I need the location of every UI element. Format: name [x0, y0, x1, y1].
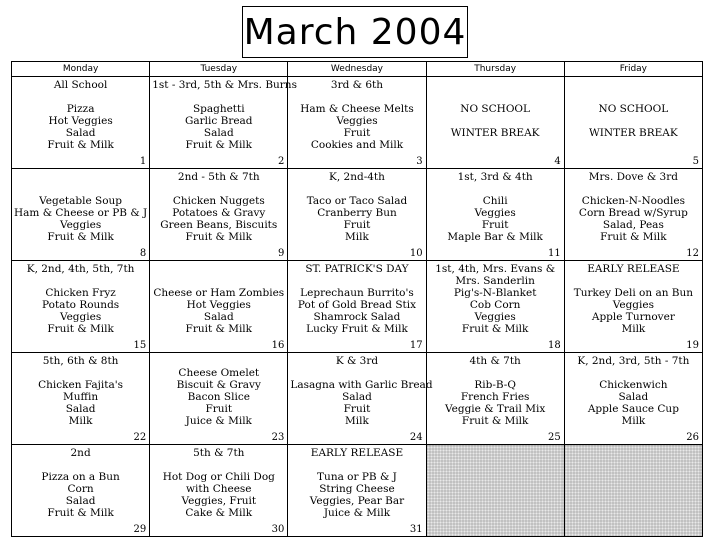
menu-line: Taco or Taco Salad	[306, 195, 408, 207]
menu-line	[14, 459, 147, 471]
menu-line: Chickenwich	[599, 379, 668, 391]
day-cell	[564, 169, 702, 261]
menu-line: K, 2nd, 3rd, 5th - 7th	[577, 355, 690, 367]
menu-line: All School	[53, 79, 108, 91]
day-cell	[150, 77, 297, 169]
menu-line: 5th & 7th	[193, 447, 245, 459]
menu-line: Lucky Fruit & Milk	[306, 323, 408, 335]
day-menu	[12, 353, 149, 427]
menu-line: Rib-B-Q	[474, 379, 516, 391]
menu-line: Salad	[618, 391, 649, 403]
menu-line	[152, 459, 285, 471]
menu-line: Veggies	[474, 207, 516, 219]
menu-line	[152, 91, 285, 103]
menu-line: Milk	[621, 415, 646, 427]
day-number: 15	[133, 340, 147, 351]
day-cell	[426, 169, 564, 261]
menu-line: Pizza	[66, 103, 95, 115]
menu-line: String Cheese	[319, 483, 395, 495]
menu-line: Veggies	[612, 299, 654, 311]
day-menu	[12, 445, 149, 519]
menu-line: K, 2nd, 4th, 5th, 7th	[26, 263, 135, 275]
menu-line: Hot Veggies	[186, 299, 251, 311]
calendar-week-row	[12, 169, 703, 261]
day-menu	[150, 445, 287, 519]
day-number: 26	[686, 432, 699, 443]
day-menu	[288, 77, 425, 151]
menu-line: Veggies, Pear Bar	[309, 495, 405, 507]
weekday-header: Wednesday	[288, 62, 426, 77]
menu-line	[14, 171, 147, 183]
day-cell	[288, 353, 433, 445]
menu-line: Green Beans, Biscuits	[160, 219, 278, 231]
menu-line: Fruit	[343, 219, 371, 231]
menu-line: Fruit	[343, 403, 371, 415]
menu-line: Vegetable Soup	[39, 195, 123, 207]
menu-line	[290, 367, 423, 379]
day-menu	[288, 445, 425, 519]
menu-line: 1st, 4th, Mrs. Evans &	[435, 263, 556, 275]
menu-line: Corn Bread w/Syrup	[578, 207, 688, 219]
menu-line: 2nd	[70, 447, 91, 459]
menu-line	[429, 367, 562, 379]
day-menu	[150, 77, 297, 151]
menu-line: Chicken Fajita's	[38, 379, 124, 391]
day-menu	[427, 77, 564, 139]
menu-line: Salad	[342, 391, 372, 403]
menu-line: Garlic Bread	[185, 115, 253, 127]
menu-line	[429, 79, 562, 91]
menu-line: 3rd & 6th	[330, 79, 384, 91]
menu-line: Pot of Gold Bread Stix	[297, 299, 417, 311]
day-number: 4	[554, 156, 561, 167]
menu-line: 4th & 7th	[469, 355, 521, 367]
menu-line: Biscuit & Gravy	[176, 379, 261, 391]
day-cell	[564, 353, 702, 445]
calendar-week-row	[12, 353, 703, 445]
menu-line: Pizza on a Bun	[41, 471, 120, 483]
day-number: 18	[548, 340, 561, 351]
day-cell	[564, 261, 702, 353]
day-menu	[150, 169, 287, 243]
day-cell	[150, 261, 288, 353]
menu-line: Fruit & Milk	[461, 415, 529, 427]
menu-calendar	[11, 61, 703, 537]
menu-line	[14, 275, 147, 287]
menu-line: Fruit & Milk	[185, 139, 253, 151]
menu-line	[429, 91, 562, 103]
menu-line: Milk	[345, 415, 369, 427]
menu-line: Hot Dog or Chili Dog	[162, 471, 275, 483]
day-menu	[288, 169, 425, 243]
menu-line: Fruit & Milk	[461, 323, 529, 335]
menu-line: Milk	[621, 323, 646, 335]
menu-line	[14, 91, 147, 103]
menu-line: Fruit	[205, 403, 233, 415]
menu-line	[152, 183, 285, 195]
menu-line: Shamrock Salad	[313, 311, 401, 323]
menu-line	[567, 79, 700, 91]
menu-line: Ham & Cheese Melts	[300, 103, 414, 115]
menu-line	[152, 355, 285, 367]
weekday-header: Monday	[12, 62, 150, 77]
menu-line: Chicken Nuggets	[172, 195, 265, 207]
menu-line: Spaghetti	[192, 103, 245, 115]
menu-line: Veggies, Fruit	[181, 495, 257, 507]
menu-line: Veggies	[59, 219, 102, 231]
menu-line: Hot Veggies	[48, 115, 113, 127]
day-number: 17	[409, 340, 423, 351]
menu-line	[152, 263, 285, 275]
menu-line	[290, 91, 423, 103]
menu-line: Potatoes & Gravy	[172, 207, 266, 219]
day-cell	[12, 445, 150, 537]
calendar-week-row	[12, 261, 703, 353]
menu-line: Salad, Peas	[602, 219, 664, 231]
day-menu	[565, 77, 702, 139]
menu-line: Maple Bar & Milk	[447, 231, 543, 243]
day-cell	[12, 169, 150, 261]
menu-line	[429, 115, 562, 127]
menu-line	[567, 91, 700, 103]
menu-line: Fruit & Milk	[47, 323, 114, 335]
day-menu	[12, 169, 149, 243]
day-number: 3	[416, 156, 423, 167]
menu-line: Ham & Cheese or PB & J	[14, 207, 148, 219]
menu-line: Potato Rounds	[42, 299, 120, 311]
weekday-header: Friday	[564, 62, 702, 77]
menu-line: Fruit & Milk	[185, 231, 253, 243]
day-cell	[426, 77, 564, 169]
day-menu	[565, 261, 702, 335]
menu-line: WINTER BREAK	[450, 127, 540, 139]
menu-line: Cake & Milk	[185, 507, 253, 519]
menu-line: Muffin	[63, 391, 99, 403]
day-menu	[565, 169, 702, 243]
menu-line: NO SCHOOL	[598, 103, 669, 115]
menu-line: Cranberry Bun	[317, 207, 397, 219]
menu-line: Veggies	[336, 115, 378, 127]
menu-line	[290, 183, 423, 195]
day-menu	[12, 261, 149, 335]
menu-line: Leprechaun Burrito's	[300, 287, 414, 299]
day-cell	[426, 261, 564, 353]
menu-line: Pig's-N-Blanket	[453, 287, 537, 299]
menu-line: Lasagna with Garlic Bread	[290, 379, 433, 391]
menu-line: Fruit	[343, 127, 371, 139]
day-number: 11	[548, 248, 561, 259]
day-menu	[427, 353, 564, 427]
day-number: 16	[271, 340, 285, 351]
day-number: 29	[133, 524, 147, 535]
menu-line: K, 2nd-4th	[329, 171, 385, 183]
menu-line: Corn	[67, 483, 94, 495]
menu-line: Fruit & Milk	[47, 231, 114, 243]
menu-line: 5th, 6th & 8th	[42, 355, 119, 367]
calendar-week-row	[12, 77, 703, 169]
weekday-header: Thursday	[426, 62, 564, 77]
menu-line	[567, 115, 700, 127]
menu-line: EARLY RELEASE	[310, 447, 404, 459]
menu-line	[14, 183, 147, 195]
day-cell	[150, 169, 288, 261]
day-cell	[12, 77, 150, 169]
day-cell	[12, 353, 150, 445]
day-number: 2	[278, 156, 285, 167]
menu-line: Fruit & Milk	[47, 507, 114, 519]
day-menu	[288, 353, 433, 427]
day-number: 23	[271, 432, 285, 443]
day-menu	[565, 353, 702, 427]
menu-line: Cheese Omelet	[178, 367, 260, 379]
menu-line	[567, 367, 700, 379]
menu-line: Salad	[203, 127, 234, 139]
menu-line: Chicken Fryz	[45, 287, 116, 299]
menu-line	[152, 275, 285, 287]
menu-line: 2nd - 5th & 7th	[177, 171, 260, 183]
menu-line: Salad	[203, 311, 234, 323]
menu-line: EARLY RELEASE	[587, 263, 680, 275]
day-number: 31	[409, 524, 423, 535]
menu-line	[429, 183, 562, 195]
menu-line: Cob Corn	[469, 299, 521, 311]
menu-line: French Fries	[460, 391, 530, 403]
day-menu	[12, 77, 149, 151]
menu-line	[567, 275, 700, 287]
weekday-header-row	[12, 62, 703, 77]
menu-line: Fruit & Milk	[600, 231, 667, 243]
menu-line: Bacon Slice	[187, 391, 250, 403]
day-cell	[12, 261, 150, 353]
menu-line: Salad	[65, 127, 96, 139]
day-cell	[288, 445, 426, 537]
menu-line: Apple Sauce Cup	[587, 403, 679, 415]
menu-line: 1st - 3rd, 5th & Mrs. Burns	[152, 79, 297, 91]
menu-line: Fruit & Milk	[185, 323, 253, 335]
menu-line: Fruit	[481, 219, 509, 231]
menu-line: Apple Turnover	[591, 311, 675, 323]
menu-line: Cheese or Ham Zombies	[153, 287, 285, 299]
day-menu	[150, 261, 287, 335]
menu-line: Veggies	[474, 311, 516, 323]
day-number: 5	[692, 156, 699, 167]
calendar-title: March 2004	[242, 6, 468, 58]
menu-line: Tuna or PB & J	[317, 471, 397, 483]
day-number: 30	[271, 524, 285, 535]
day-menu	[427, 261, 564, 335]
menu-line: Milk	[345, 231, 369, 243]
day-number: 10	[409, 248, 423, 259]
day-number: 12	[686, 248, 699, 259]
menu-line: Turkey Deli on an Bun	[573, 287, 694, 299]
day-cell	[150, 445, 288, 537]
menu-line: Fruit & Milk	[47, 139, 114, 151]
day-number: 22	[133, 432, 147, 443]
menu-line: Mrs. Dove & 3rd	[588, 171, 678, 183]
day-number: 1	[139, 156, 147, 167]
menu-line: ST. PATRICK'S DAY	[305, 263, 409, 275]
menu-line: Juice & Milk	[185, 415, 252, 427]
day-cell	[426, 353, 564, 445]
menu-line: Milk	[68, 415, 93, 427]
menu-line	[290, 459, 423, 471]
calendar-week-row	[12, 445, 703, 537]
day-menu	[150, 353, 287, 427]
menu-line: Chicken-N-Noodles	[581, 195, 685, 207]
day-cell	[288, 169, 426, 261]
calendar-weeks	[12, 77, 703, 537]
menu-line: with Cheese	[186, 483, 252, 495]
menu-line: NO SCHOOL	[460, 103, 531, 115]
menu-line	[290, 275, 423, 287]
menu-line	[14, 367, 147, 379]
menu-line: Juice & Milk	[323, 507, 391, 519]
day-number: 25	[548, 432, 561, 443]
menu-line: Mrs. Sanderlin	[455, 275, 535, 287]
menu-line: Chili	[482, 195, 508, 207]
day-menu	[288, 261, 425, 335]
menu-line: Salad	[65, 403, 96, 415]
day-number: 9	[278, 248, 285, 259]
day-cell	[564, 77, 702, 169]
day-number: 19	[686, 340, 699, 351]
empty-day-cell	[564, 445, 702, 537]
menu-line: 1st, 3rd & 4th	[457, 171, 533, 183]
day-menu	[427, 169, 564, 243]
day-cell	[150, 353, 288, 445]
menu-line: Salad	[65, 495, 96, 507]
day-cell	[288, 261, 426, 353]
day-number: 8	[139, 248, 147, 259]
weekday-header: Tuesday	[150, 62, 288, 77]
menu-line	[567, 183, 700, 195]
menu-line: WINTER BREAK	[588, 127, 678, 139]
menu-line: K & 3rd	[335, 355, 379, 367]
empty-day-cell	[426, 445, 564, 537]
menu-line: Veggie & Trail Mix	[445, 403, 546, 415]
menu-line: Cookies and Milk	[310, 139, 404, 151]
menu-line: Veggies	[59, 311, 102, 323]
day-number: 24	[409, 432, 423, 443]
day-cell	[288, 77, 426, 169]
